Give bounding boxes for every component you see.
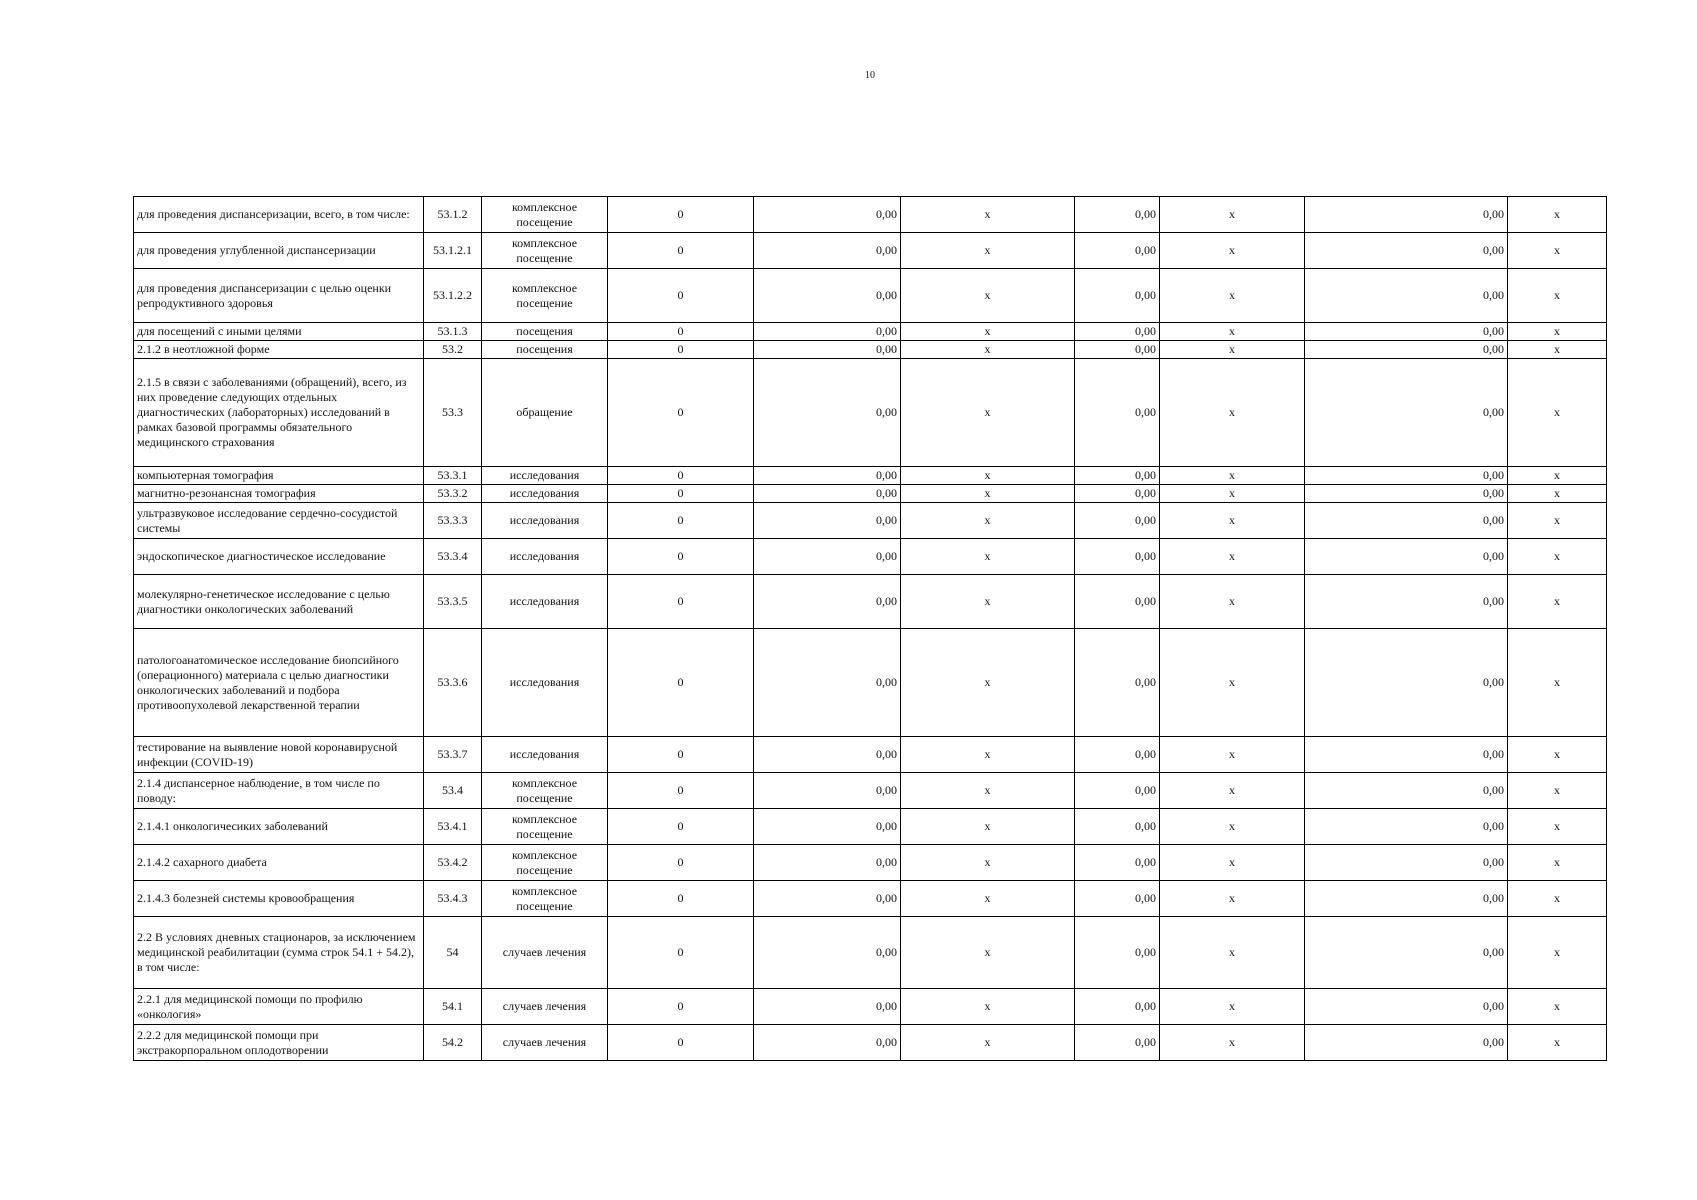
table-row [134, 917, 1607, 989]
table-row [134, 269, 1607, 323]
row-x-cell: x [1160, 1025, 1305, 1061]
row-amount-cell: 0,00 [754, 773, 901, 809]
row-value-cell: 0 [608, 773, 754, 809]
row-amount-cell: 0,00 [1075, 575, 1160, 629]
row-amount-cell: 0,00 [754, 737, 901, 773]
table-row [134, 575, 1607, 629]
row-amount-cell: 0,00 [1075, 359, 1160, 467]
row-unit-cell: случаев лечения [482, 1025, 608, 1061]
table-row [134, 233, 1607, 269]
row-unit-cell: комплексное посещение [482, 269, 608, 323]
table-row [134, 197, 1607, 233]
row-amount-cell: 0,00 [1305, 989, 1508, 1025]
row-value-cell: 0 [608, 197, 754, 233]
row-value-cell: 0 [608, 341, 754, 359]
row-amount-cell: 0,00 [754, 269, 901, 323]
row-code-cell: 53.2 [424, 341, 482, 359]
row-x-cell: x [1160, 539, 1305, 575]
row-amount-cell: 0,00 [1075, 539, 1160, 575]
row-amount-cell: 0,00 [1305, 233, 1508, 269]
table-row [134, 341, 1607, 359]
row-code-cell: 54 [424, 917, 482, 989]
row-x-cell: x [1508, 539, 1607, 575]
row-unit-cell: случаев лечения [482, 989, 608, 1025]
row-code-cell: 53.1.2.2 [424, 269, 482, 323]
row-unit-cell: исследования [482, 629, 608, 737]
row-code-cell: 53.1.2.1 [424, 233, 482, 269]
row-unit-cell: исследования [482, 575, 608, 629]
row-x-cell: x [1508, 359, 1607, 467]
row-amount-cell: 0,00 [754, 575, 901, 629]
row-unit-cell: комплексное посещение [482, 881, 608, 917]
row-code-cell: 53.4.2 [424, 845, 482, 881]
row-x-cell: x [901, 737, 1075, 773]
row-amount-cell: 0,00 [1305, 1025, 1508, 1061]
row-x-cell: x [1160, 485, 1305, 503]
row-code-cell: 53.4.3 [424, 881, 482, 917]
row-amount-cell: 0,00 [1305, 341, 1508, 359]
row-x-cell: x [901, 1025, 1075, 1061]
row-amount-cell: 0,00 [1305, 467, 1508, 485]
row-amount-cell: 0,00 [754, 1025, 901, 1061]
row-name-cell: 2.1.4.1 онкологичесиких заболеваний [134, 809, 424, 845]
row-amount-cell: 0,00 [1075, 467, 1160, 485]
row-amount-cell: 0,00 [1075, 269, 1160, 323]
table-row [134, 845, 1607, 881]
row-name-cell: 2.2.2 для медицинской помощи при экстракорпоральном оплодотворении [134, 1025, 424, 1061]
row-amount-cell: 0,00 [1305, 485, 1508, 503]
row-name-cell: магнитно-резонансная томография [134, 485, 424, 503]
row-value-cell: 0 [608, 269, 754, 323]
row-amount-cell: 0,00 [1305, 737, 1508, 773]
row-amount-cell: 0,00 [754, 809, 901, 845]
row-name-cell: для проведения углубленной диспансеризации [134, 233, 424, 269]
row-x-cell: x [1160, 359, 1305, 467]
row-amount-cell: 0,00 [754, 323, 901, 341]
row-code-cell: 53.4 [424, 773, 482, 809]
row-amount-cell: 0,00 [754, 881, 901, 917]
row-value-cell: 0 [608, 359, 754, 467]
row-value-cell: 0 [608, 467, 754, 485]
row-value-cell: 0 [608, 809, 754, 845]
row-amount-cell: 0,00 [1075, 1025, 1160, 1061]
row-x-cell: x [1508, 809, 1607, 845]
row-amount-cell: 0,00 [1305, 269, 1508, 323]
table-row [134, 737, 1607, 773]
row-x-cell: x [1160, 233, 1305, 269]
row-amount-cell: 0,00 [754, 467, 901, 485]
row-x-cell: x [901, 269, 1075, 323]
row-code-cell: 53.3.7 [424, 737, 482, 773]
row-unit-cell: обращение [482, 359, 608, 467]
row-amount-cell: 0,00 [1075, 485, 1160, 503]
row-x-cell: x [1508, 341, 1607, 359]
row-x-cell: x [1508, 773, 1607, 809]
row-unit-cell: комплексное посещение [482, 845, 608, 881]
row-x-cell: x [1508, 989, 1607, 1025]
table-row [134, 503, 1607, 539]
row-x-cell: x [1160, 341, 1305, 359]
table-row [134, 323, 1607, 341]
row-x-cell: x [901, 809, 1075, 845]
table-row [134, 989, 1607, 1025]
row-name-cell: 2.2.1 для медицинской помощи по профилю «онкология» [134, 989, 424, 1025]
row-name-cell: 2.2 В условиях дневных стационаров, за исключением медицинской реабилитации (сумма строк 54.1 + 54.2), в том числе: [134, 917, 424, 989]
row-x-cell: x [901, 539, 1075, 575]
row-amount-cell: 0,00 [1075, 917, 1160, 989]
data-table [133, 196, 1607, 1061]
row-unit-cell: исследования [482, 467, 608, 485]
row-code-cell: 53.1.2 [424, 197, 482, 233]
row-x-cell: x [1160, 467, 1305, 485]
row-value-cell: 0 [608, 1025, 754, 1061]
row-unit-cell: комплексное посещение [482, 233, 608, 269]
row-x-cell: x [1160, 881, 1305, 917]
row-x-cell: x [901, 323, 1075, 341]
table-row [134, 881, 1607, 917]
row-x-cell: x [1160, 917, 1305, 989]
row-x-cell: x [901, 881, 1075, 917]
row-amount-cell: 0,00 [1075, 341, 1160, 359]
row-amount-cell: 0,00 [1075, 809, 1160, 845]
row-x-cell: x [1160, 773, 1305, 809]
row-code-cell: 53.3.4 [424, 539, 482, 575]
row-x-cell: x [1508, 917, 1607, 989]
row-x-cell: x [1508, 467, 1607, 485]
row-amount-cell: 0,00 [754, 485, 901, 503]
page-number: 10 [865, 70, 875, 81]
row-unit-cell: комплексное посещение [482, 197, 608, 233]
row-x-cell: x [901, 503, 1075, 539]
row-amount-cell: 0,00 [1305, 809, 1508, 845]
row-x-cell: x [1160, 323, 1305, 341]
row-x-cell: x [901, 233, 1075, 269]
row-name-cell: компьютерная томография [134, 467, 424, 485]
row-amount-cell: 0,00 [1305, 539, 1508, 575]
table-row [134, 467, 1607, 485]
row-x-cell: x [1160, 629, 1305, 737]
row-code-cell: 53.3.6 [424, 629, 482, 737]
row-amount-cell: 0,00 [754, 539, 901, 575]
row-code-cell: 53.3.1 [424, 467, 482, 485]
row-amount-cell: 0,00 [1305, 917, 1508, 989]
row-amount-cell: 0,00 [1305, 323, 1508, 341]
row-x-cell: x [901, 773, 1075, 809]
row-unit-cell: случаев лечения [482, 917, 608, 989]
row-x-cell: x [1508, 323, 1607, 341]
row-amount-cell: 0,00 [1075, 233, 1160, 269]
table-row [134, 773, 1607, 809]
row-amount-cell: 0,00 [1305, 881, 1508, 917]
row-unit-cell: исследования [482, 485, 608, 503]
row-x-cell: x [901, 341, 1075, 359]
row-amount-cell: 0,00 [1075, 503, 1160, 539]
row-x-cell: x [901, 917, 1075, 989]
row-value-cell: 0 [608, 575, 754, 629]
row-x-cell: x [1508, 1025, 1607, 1061]
row-name-cell: 2.1.4.2 сахарного диабета [134, 845, 424, 881]
row-code-cell: 54.1 [424, 989, 482, 1025]
row-x-cell: x [1508, 575, 1607, 629]
row-value-cell: 0 [608, 485, 754, 503]
row-x-cell: x [901, 485, 1075, 503]
row-code-cell: 53.3 [424, 359, 482, 467]
row-code-cell: 54.2 [424, 1025, 482, 1061]
row-name-cell: ультразвуковое исследование сердечно-сосудистой системы [134, 503, 424, 539]
row-x-cell: x [901, 197, 1075, 233]
row-x-cell: x [1160, 575, 1305, 629]
row-code-cell: 53.1.3 [424, 323, 482, 341]
row-name-cell: 2.1.5 в связи с заболеваниями (обращений), всего, из них проведение следующих отдельных диагностических (лабораторных) исследований в рамках базовой программы обязательного медицинского страхования [134, 359, 424, 467]
row-amount-cell: 0,00 [754, 197, 901, 233]
row-amount-cell: 0,00 [754, 989, 901, 1025]
row-x-cell: x [1160, 989, 1305, 1025]
row-amount-cell: 0,00 [1075, 881, 1160, 917]
row-name-cell: для проведения диспансеризации, всего, в том числе: [134, 197, 424, 233]
row-value-cell: 0 [608, 989, 754, 1025]
table-body [134, 197, 1607, 1061]
row-value-cell: 0 [608, 323, 754, 341]
table-row [134, 629, 1607, 737]
row-x-cell: x [1508, 881, 1607, 917]
row-amount-cell: 0,00 [1305, 503, 1508, 539]
row-amount-cell: 0,00 [754, 845, 901, 881]
row-x-cell: x [1508, 485, 1607, 503]
row-amount-cell: 0,00 [1075, 323, 1160, 341]
row-amount-cell: 0,00 [1075, 629, 1160, 737]
row-name-cell: 2.1.4.3 болезней системы кровообращения [134, 881, 424, 917]
row-amount-cell: 0,00 [1305, 197, 1508, 233]
row-x-cell: x [1508, 629, 1607, 737]
row-unit-cell: посещения [482, 341, 608, 359]
row-code-cell: 53.3.5 [424, 575, 482, 629]
row-x-cell: x [1160, 503, 1305, 539]
row-amount-cell: 0,00 [1305, 773, 1508, 809]
row-value-cell: 0 [608, 845, 754, 881]
row-code-cell: 53.4.1 [424, 809, 482, 845]
row-value-cell: 0 [608, 917, 754, 989]
row-code-cell: 53.3.2 [424, 485, 482, 503]
row-name-cell: патологоанатомическое исследование биопсийного (операционного) материала с целью диагностики онкологических заболеваний и подбора противоопухолевой лекарственной терапии [134, 629, 424, 737]
row-x-cell: x [1160, 197, 1305, 233]
row-unit-cell: исследования [482, 539, 608, 575]
row-unit-cell: исследования [482, 737, 608, 773]
row-name-cell: для посещений с иными целями [134, 323, 424, 341]
row-x-cell: x [1160, 845, 1305, 881]
row-amount-cell: 0,00 [1075, 737, 1160, 773]
row-x-cell: x [901, 359, 1075, 467]
row-value-cell: 0 [608, 629, 754, 737]
row-x-cell: x [1508, 197, 1607, 233]
row-amount-cell: 0,00 [754, 233, 901, 269]
row-amount-cell: 0,00 [754, 341, 901, 359]
row-unit-cell: исследования [482, 503, 608, 539]
row-x-cell: x [1508, 503, 1607, 539]
row-code-cell: 53.3.3 [424, 503, 482, 539]
row-x-cell: x [901, 845, 1075, 881]
row-x-cell: x [1160, 269, 1305, 323]
row-unit-cell: посещения [482, 323, 608, 341]
row-unit-cell: комплексное посещение [482, 809, 608, 845]
row-value-cell: 0 [608, 233, 754, 269]
row-amount-cell: 0,00 [1075, 773, 1160, 809]
row-amount-cell: 0,00 [754, 629, 901, 737]
row-x-cell: x [1508, 233, 1607, 269]
row-name-cell: для проведения диспансеризации с целью оценки репродуктивного здоровья [134, 269, 424, 323]
table-row [134, 539, 1607, 575]
row-name-cell: 2.1.4 диспансерное наблюдение, в том числе по поводу: [134, 773, 424, 809]
row-x-cell: x [901, 989, 1075, 1025]
row-amount-cell: 0,00 [1305, 629, 1508, 737]
row-amount-cell: 0,00 [1305, 359, 1508, 467]
row-x-cell: x [1160, 809, 1305, 845]
row-amount-cell: 0,00 [754, 917, 901, 989]
row-x-cell: x [1508, 737, 1607, 773]
row-name-cell: эндоскопическое диагностическое исследование [134, 539, 424, 575]
table-row [134, 359, 1607, 467]
row-value-cell: 0 [608, 881, 754, 917]
table-row [134, 485, 1607, 503]
row-x-cell: x [901, 629, 1075, 737]
row-name-cell: 2.1.2 в неотложной форме [134, 341, 424, 359]
row-name-cell: молекулярно-генетическое исследование с целью диагностики онкологических заболеваний [134, 575, 424, 629]
row-value-cell: 0 [608, 539, 754, 575]
row-amount-cell: 0,00 [754, 503, 901, 539]
row-amount-cell: 0,00 [1075, 197, 1160, 233]
row-x-cell: x [901, 575, 1075, 629]
row-amount-cell: 0,00 [1075, 845, 1160, 881]
row-name-cell: тестирование на выявление новой коронавирусной инфекции (COVID-19) [134, 737, 424, 773]
row-amount-cell: 0,00 [1305, 845, 1508, 881]
table-row [134, 1025, 1607, 1061]
row-amount-cell: 0,00 [754, 359, 901, 467]
row-value-cell: 0 [608, 737, 754, 773]
row-amount-cell: 0,00 [1305, 575, 1508, 629]
row-x-cell: x [901, 467, 1075, 485]
row-x-cell: x [1508, 845, 1607, 881]
row-x-cell: x [1160, 737, 1305, 773]
row-unit-cell: комплексное посещение [482, 773, 608, 809]
row-value-cell: 0 [608, 503, 754, 539]
row-amount-cell: 0,00 [1075, 989, 1160, 1025]
table-row [134, 809, 1607, 845]
row-x-cell: x [1508, 269, 1607, 323]
